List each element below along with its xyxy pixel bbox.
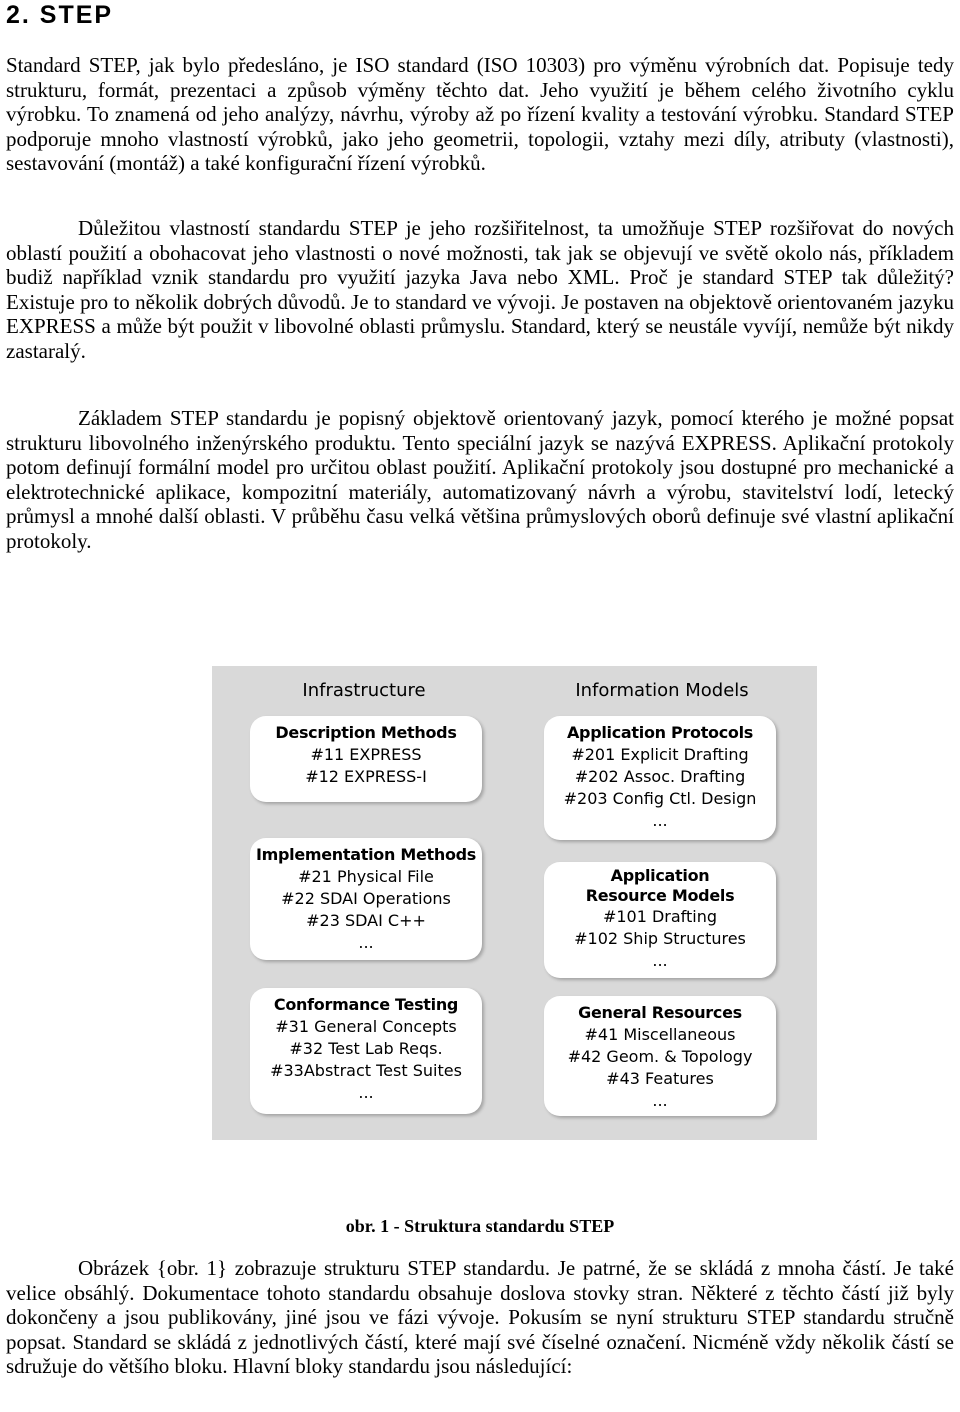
box-line: #101 Drafting: [602, 907, 718, 926]
box-line: #201 Explicit Drafting: [571, 745, 749, 764]
box-title: Description Methods: [275, 723, 457, 742]
box-line: #23 SDAI C++: [306, 911, 426, 930]
box-line: #33Abstract Test Suites: [270, 1061, 462, 1080]
section-heading: 2. STEP: [6, 1, 114, 29]
box-line: #203 Config Ctl. Design: [563, 789, 757, 808]
box-line: ...: [652, 1091, 668, 1110]
application-protocols-box: [544, 716, 776, 840]
box-title: Implementation Methods: [255, 845, 477, 864]
box-line: #22 SDAI Operations: [281, 889, 451, 908]
information-models-title: Information Models: [575, 680, 749, 701]
box-line: ...: [358, 933, 374, 952]
paragraph-express: Základem STEP standardu je popisný objektově orientovaný jazyk, pomocí kterého je možné popsat strukturu libovolného inženýrského produktu. Tento speciální jazyk se nazývá EXPRESS. Aplikační protokoly potom definují formální model pro určitou oblast použití. Aplikační protokoly jsou dostupné pro mechanické a elektrotechnické aplikace, kompozitní materiály, automatizovaný návrh a výrobu, stavitelství lodí, letecký průmysl a mnohé další oblasti. V průběhu času velká většina průmyslových oborů definuje své vlastní aplikační protokoly.: [6, 406, 954, 553]
box-line: ...: [652, 951, 668, 970]
box-line: #32 Test Lab Reqs.: [289, 1039, 443, 1058]
box-line: #41 Miscellaneous: [584, 1025, 736, 1044]
implementation-methods-box: [250, 838, 482, 960]
figure-caption: obr. 1 - Struktura standardu STEP: [345, 1216, 615, 1236]
general-resources-box: [544, 996, 776, 1116]
conformance-testing-box: [250, 988, 482, 1114]
paragraph-extensibility: Důležitou vlastností standardu STEP je jeho rozšiřitelnost, ta umožňuje STEP rozšiřovat do nových oblastí použití a obohacovat jeho vlastnosti o nové možnosti, tak jak se objevují ve světě okolo nás, příkladem budiž například vznik standardu pro využití jazyka Java nebo XML. Proč je standard STEP tak důležitý? Existuje pro to několik dobrých důvodů. Je to standard ve vývoji. Je postaven na objektově orientovaném jazyku EXPRESS a může být použit v libovolné oblasti průmyslu. Standard, který se neustále vyvíjí, nemůže být nikdy zastaralý.: [6, 216, 954, 363]
box-title: Conformance Testing: [273, 995, 459, 1014]
box-title: Application: [610, 866, 710, 885]
box-title: Application Protocols: [566, 723, 754, 742]
box-line: #43 Features: [606, 1069, 714, 1088]
application-resource-models-box: [544, 862, 776, 978]
box-line: #202 Assoc. Drafting: [574, 767, 746, 786]
box-title: Resource Models: [585, 886, 735, 905]
infrastructure-title: Infrastructure: [302, 680, 426, 701]
description-methods-box: [250, 716, 482, 802]
box-line: ...: [652, 811, 668, 830]
box-title: General Resources: [578, 1003, 742, 1022]
box-line: ...: [358, 1083, 374, 1102]
step-structure-diagram: [212, 666, 817, 1140]
box-line: #42 Geom. & Topology: [567, 1047, 753, 1066]
paragraph-structure: Obrázek {obr. 1} zobrazuje strukturu STEP standardu. Je patrné, že se skládá z mnoha částí. Je také velice obsáhlý. Dokumentace tohoto standardu obsahuje doslova stovky stran. Některé z těchto částí již byly dokončeny a jsou publikovány, jiné jsou ve fázi vývoje. Pokusím se nyní strukturu STEP standardu stručně popsat. Standard se skládá z jednotlivých částí, které mají své číselné označení. Nicméně vždy několik částí se sdružuje do většího bloku. Hlavní bloky standardu jsou následující:: [6, 1256, 954, 1378]
box-line: #11 EXPRESS: [310, 745, 422, 764]
box-line: #31 General Concepts: [275, 1017, 457, 1036]
box-line: #12 EXPRESS-I: [305, 767, 427, 786]
paragraph-intro: Standard STEP, jak bylo předesláno, je ISO standard (ISO 10303) pro výměnu výrobních dat. Popisuje tedy strukturu, formát, prezentaci a způsob výměny těchto dat. Jeho využití je během celého životního cyklu výrobku. To znamená od jeho analýzy, návrhu, výroby až po řízení kvality a testování výrobku. Standard STEP podporuje mnoho vlastností výrobků, jako jeho geometrii, topologii, vztahy mezi díly, atributy (vlastnosti), sestavování (montáž) a také konfigurační řízení výrobků.: [6, 53, 954, 175]
box-line: #102 Ship Structures: [574, 929, 746, 948]
box-line: #21 Physical File: [298, 867, 434, 886]
